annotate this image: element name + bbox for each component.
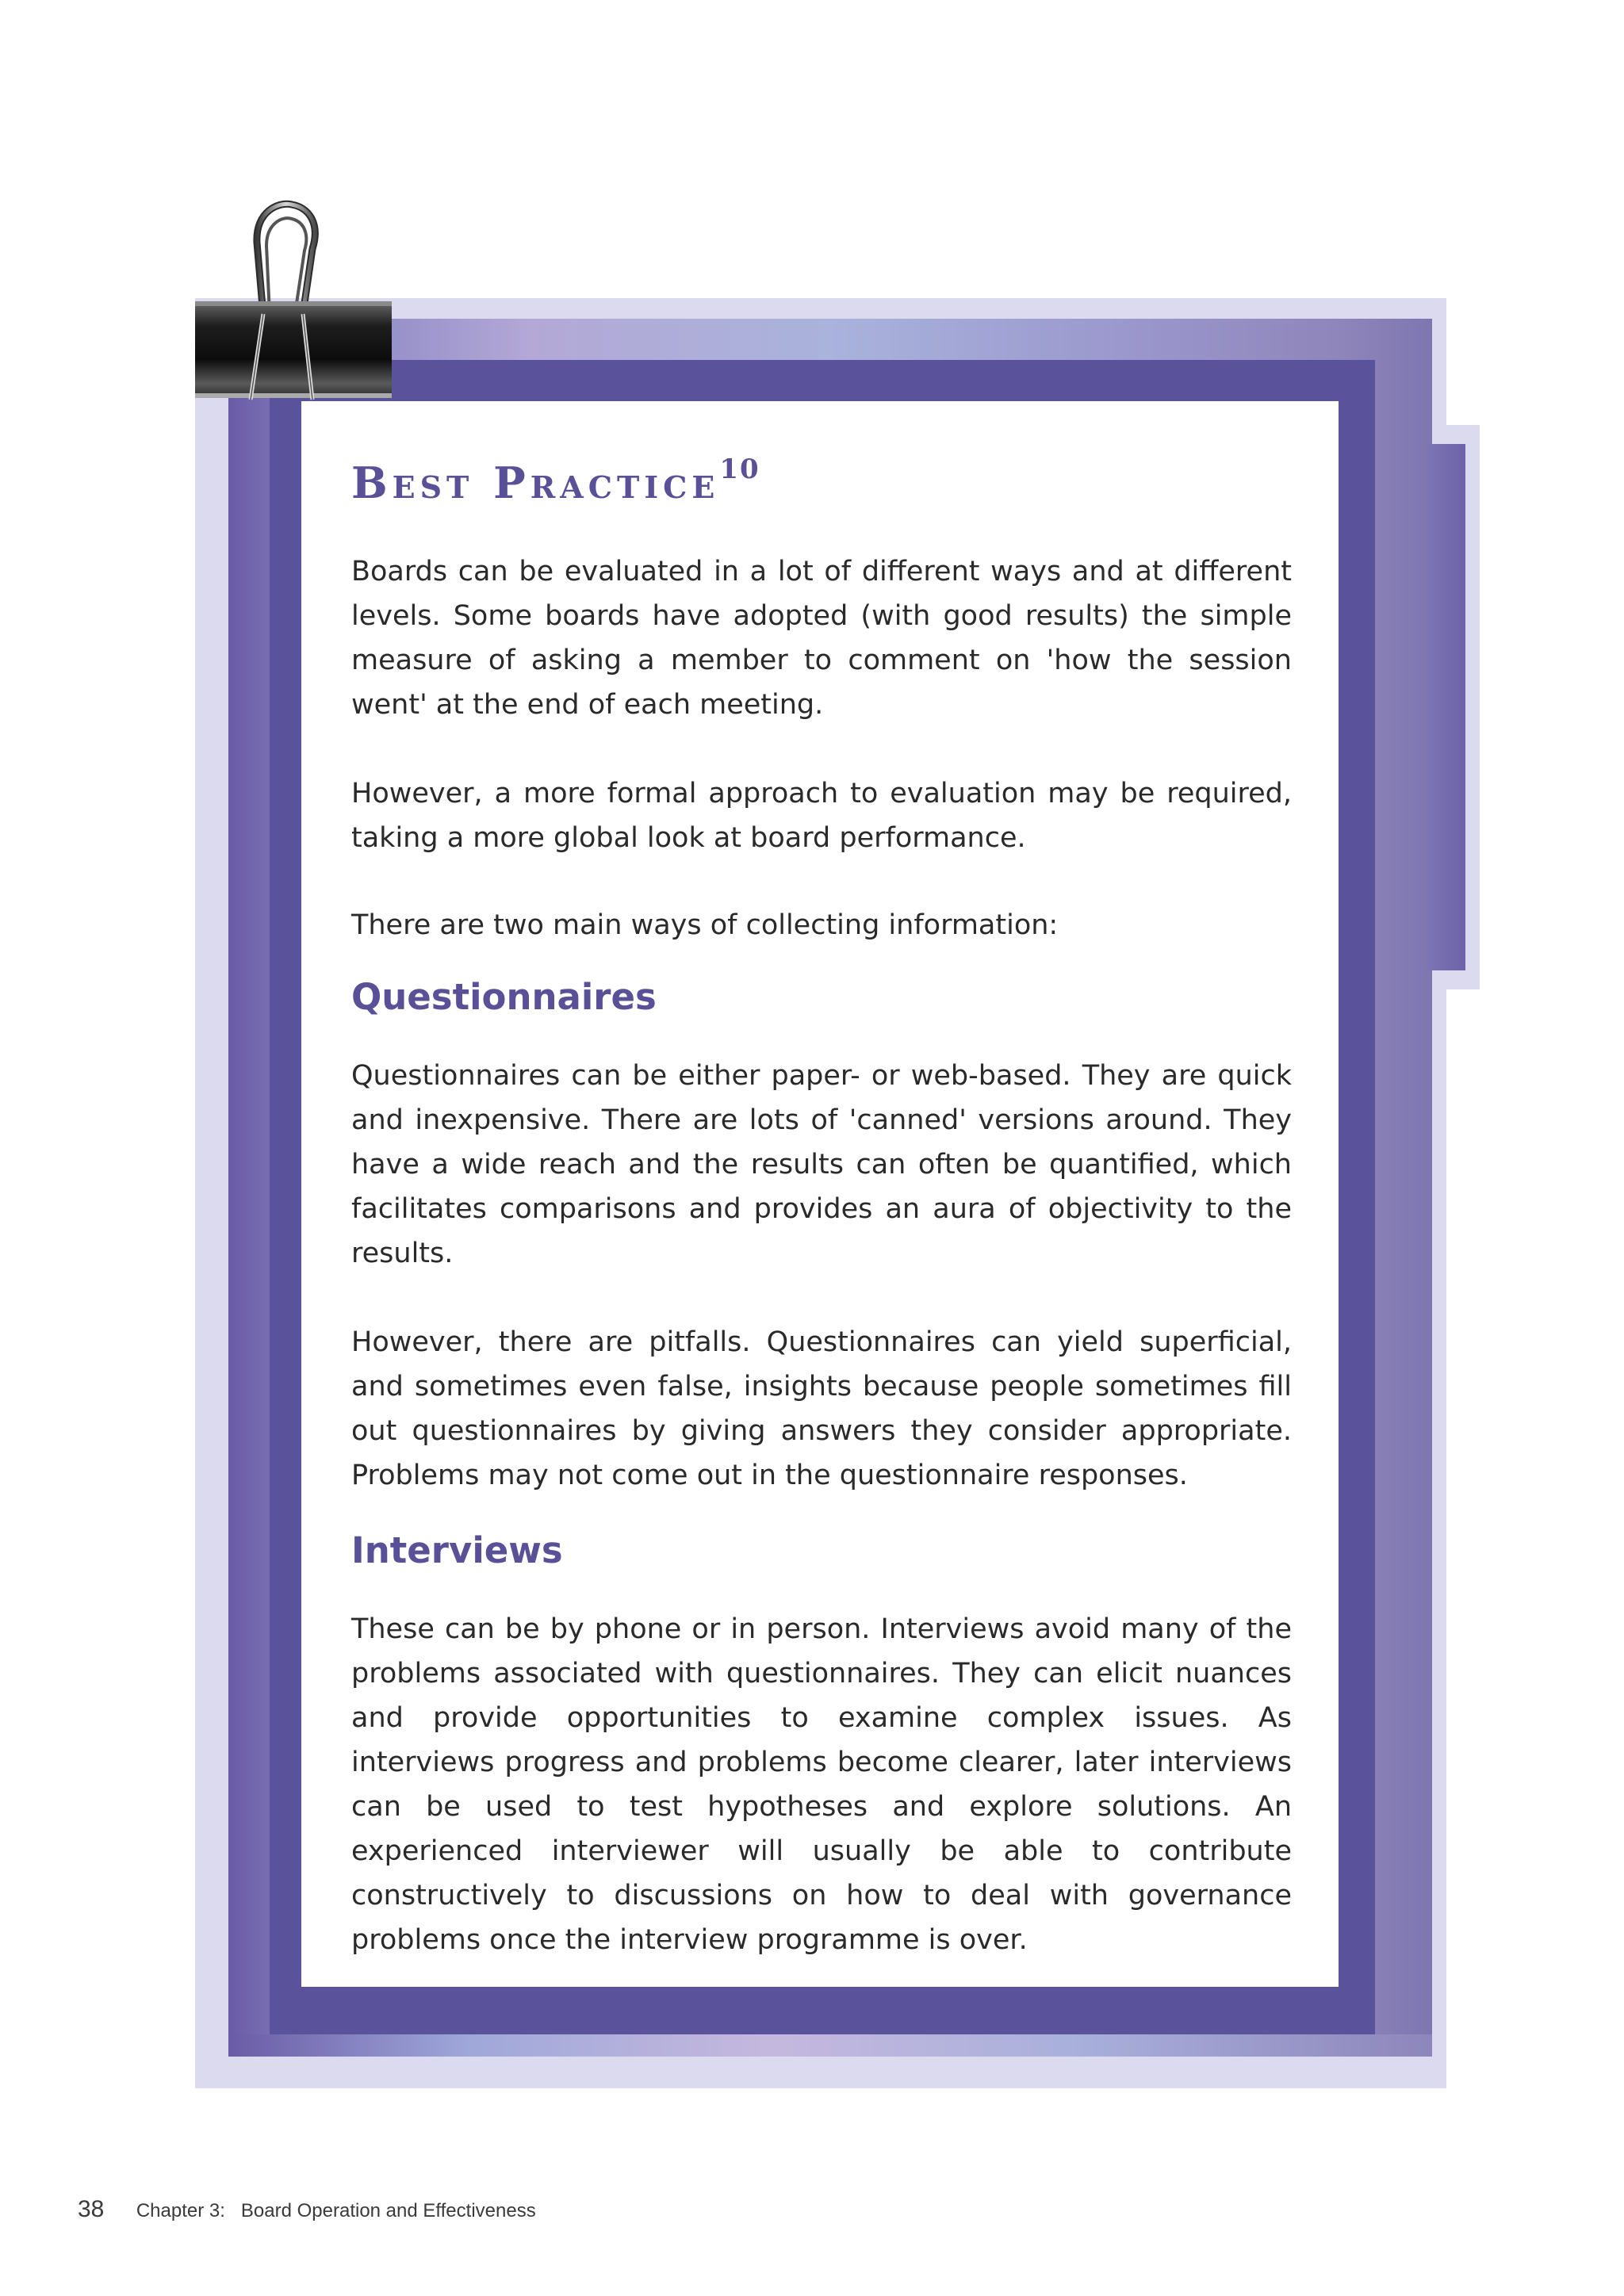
page-number: 38 [78, 2196, 105, 2222]
chapter-label: Chapter 3: Board Operation and Effectiveness [136, 2200, 536, 2221]
box-title: Best Practice$^{10}$ [351, 453, 760, 508]
questionnaires-paragraph-1: Questionnaires can be either paper- or web-based. They are quick and inexpensive. There are lots of 'canned' versions around. They have a wide reach and the results can often be quantified, which facilitates comparisons and provides an aura of objectivity to the results. [351, 1060, 1292, 1270]
binder-clip-icon [193, 195, 393, 406]
frame-bottom-strip [228, 2034, 1432, 2057]
questionnaires-paragraph-2: However, there are pitfalls. Questionnaires can yield superficial, and sometimes even false, insights because people sometimes fill out questionnaires by giving answers they consider appropriate. Problems may not come out in the questionnaire responses. [351, 1326, 1292, 1492]
questionnaires-heading: Questionnaires [351, 976, 657, 1019]
frame-side-tab [1427, 444, 1465, 970]
interviews-heading: Interviews [351, 1529, 563, 1572]
best-practice-box [351, 453, 1292, 2007]
interviews-paragraph-1: These can be by phone or in person. Interviews avoid many of the problems associated with questionnaires. They can elicit nuances and provide opportunities to examine complex issues. As interviews progress and problems become clearer, later interviews can be used to test hypotheses and explore solutions. An experienced interviewer will usually be able to contribute constructively to discussions on how to deal with governance problems once the interview programme is over. [351, 1613, 1292, 1957]
intro-paragraph-2: However, a more formal approach to evaluation may be required, taking a more global look at board performance. [351, 778, 1292, 855]
page-footer [78, 2196, 536, 2223]
footnote-ref: 10 [719, 453, 760, 485]
intro-paragraph-1: Boards can be evaluated in a lot of different ways and at different levels. Some boards have adopted (with good results) the simple measure of asking a member to comment on 'how the session went' at the end of each meeting. [351, 556, 1292, 721]
intro-paragraph-3: There are two main ways of collecting information: [351, 909, 1059, 942]
